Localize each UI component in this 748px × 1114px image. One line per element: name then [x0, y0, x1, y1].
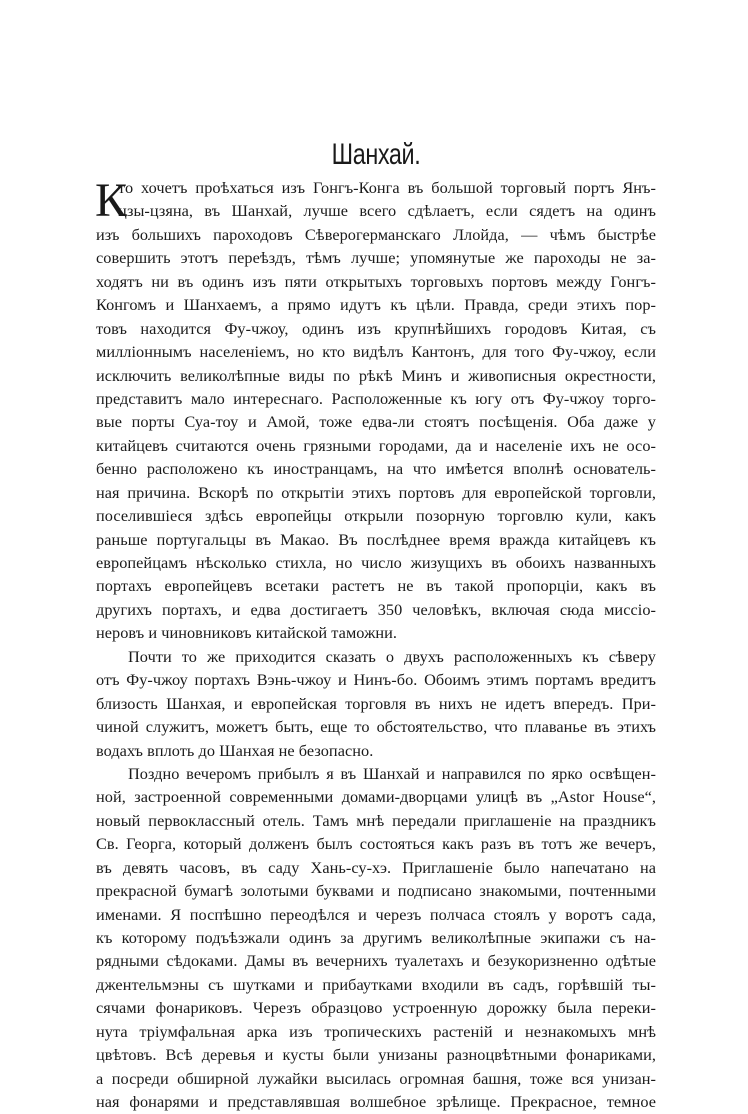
- text-line: другихъ портахъ, и едва достигаетъ 350 человѣкъ, включая сюда миссіо-: [96, 599, 656, 619]
- chapter-title: Шанхай.: [331, 138, 421, 171]
- text-line: въ девять часовъ, въ саду Хань-су-хэ. Приглашеніе было напечатано на: [96, 857, 656, 877]
- text-line: нута тріумфальная арка изъ тропическихъ растеній и незнакомыхъ мнѣ: [96, 1021, 656, 1041]
- text-line: европейцамъ нѣсколько стихла, но число жизущихъ въ обоихъ названныхъ: [96, 553, 656, 572]
- text-line: то хочетъ проѣхаться изъ Гонгъ-Конга въ большой торговый портъ Янъ-: [118, 178, 656, 197]
- text-line: прекрасной бумагѣ золотыми буквами и подписано знакомыми, почтенными: [96, 881, 656, 901]
- text-line: отъ Фу-чжоу портахъ Вэнь-чжоу и Нинъ-бо. Обоимъ этимъ портамъ вредитъ: [96, 670, 656, 690]
- text-line: китайцевъ считаются очень грязными городами, да и населеніе ихъ не осо-: [96, 435, 656, 455]
- text-line: близость Шанхая, и европейская торговля въ нихъ не идетъ впередъ. При-: [96, 693, 656, 713]
- text-line: поселившіеся здѣсь европейцы открыли позорную торговлю кули, какъ: [96, 506, 656, 526]
- text-line: милліоннымъ населеніемъ, но кто видѣлъ Кантонъ, для того Фу-чжоу, если: [96, 342, 656, 362]
- text-line: изъ большихъ пароходовъ Сѣверогерманскаго Ллойда, — чѣмъ быстрѣе: [96, 224, 656, 244]
- paragraph-3: [96, 762, 656, 1114]
- text-line: сячами фонариковъ. Черезъ образцово устроенную дорожку была переки-: [96, 998, 656, 1018]
- text-line: раньше португальцы въ Макао. Въ послѣднее время вражда китайцевъ къ: [96, 529, 656, 549]
- text-line: ная причина. Вскорѣ по открытіи этихъ портовъ для европейской торговли,: [96, 482, 656, 502]
- text-line: цзы-цзяна, въ Шанхай, лучше всего сдѣлаетъ, если сядетъ на одинъ: [118, 201, 656, 221]
- text-line: исключить великолѣпные виды по рѣкѣ Минъ и живописныя окрестности,: [96, 365, 656, 385]
- text-line: Поздно вечеромъ прибылъ я въ Шанхай и направился по ярко освѣщен-: [128, 763, 656, 783]
- text-line: а посреди обширной лужайки высилась огромная башня, тоже вся унизан-: [96, 1068, 656, 1088]
- text-line: рядными сѣдоками. Дамы въ вечернихъ туалетахъ и безукоризненно одѣтые: [96, 951, 656, 971]
- text-line: именами. Я поспѣшно переодѣлся и черезъ полчаса стоялъ у воротъ сада,: [96, 904, 656, 924]
- text-line: новый первоклассный отель. Тамъ мнѣ передали приглашеніе на праздникъ: [96, 810, 656, 830]
- text-line: Почти то же приходится сказать о двухъ расположенныхъ къ сѣверу: [128, 646, 656, 666]
- text-line: ной, застроенной современными домами-дворцами улицѣ въ „Astor House“,: [96, 787, 656, 807]
- text-line: чиной служитъ, можетъ быть, еще то обстоятельство, что плаванье въ этихъ: [96, 717, 656, 737]
- text-line: джентельмэны съ шутками и прибаутками входили въ садъ, горѣвшій ты-: [96, 974, 656, 994]
- paragraph-2: [96, 645, 656, 762]
- text-line: водахъ вплоть до Шанхая не безопасно.: [96, 740, 374, 760]
- paragraph-1: [96, 176, 656, 645]
- text-line: цвѣтовъ. Всѣ деревья и кусты были унизаны разноцвѣтными фонариками,: [96, 1045, 656, 1065]
- text-line: Св. Георга, который долженъ былъ состояться какъ разъ въ тотъ же вечеръ,: [96, 834, 656, 854]
- drop-cap: К: [95, 174, 128, 227]
- text-line: ная фонарями и представлявшая волшебное зрѣлище. Прекрасное, темное: [96, 1092, 656, 1112]
- text-line: бенно расположено къ иностранцамъ, на что имѣется вполнѣ основатель-: [96, 459, 656, 479]
- text-line: къ которому подъѣзжали одинъ за другимъ великолѣпные экипажи съ на-: [96, 928, 656, 947]
- text-line: представитъ мало интереснаго. Расположенные къ югу отъ Фу-чжоу торго-: [96, 388, 656, 408]
- text-line: ходятъ ни въ одинъ изъ пяти открытыхъ торговыхъ портовъ между Гонгъ-: [96, 271, 656, 291]
- text-line: вые порты Суа-тоу и Амой, тоже едва-ли стоятъ посѣщенія. Оба даже у: [96, 412, 656, 432]
- text-line: неровъ и чиновниковъ китайской таможни.: [96, 623, 398, 643]
- text-line: Конгомъ и Шанхаемъ, а прямо идутъ къ цѣли. Правда, среди этихъ пор-: [96, 295, 656, 315]
- text-line: совершить этотъ переѣздъ, тѣмъ лучше; упомянутые же пароходы не за-: [96, 248, 656, 268]
- text-line: портахъ европейцевъ всетаки растетъ не въ такой пропорціи, какъ въ: [96, 576, 656, 596]
- body-text: [96, 176, 656, 1114]
- text-line: товъ находится Фу-чжоу, одинъ изъ крупнѣйшихъ городовъ Китая, съ: [96, 318, 656, 338]
